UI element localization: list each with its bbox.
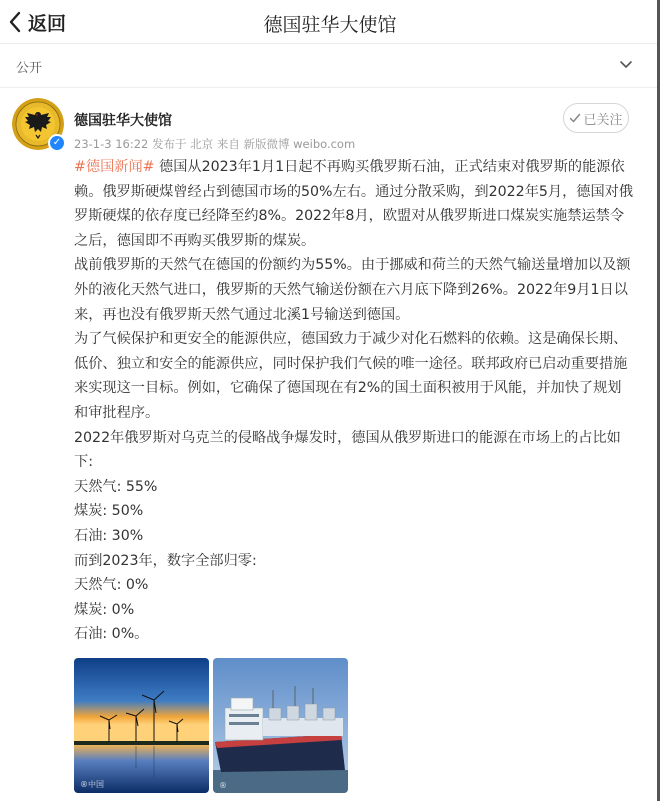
post-line: 天然气: 0%	[74, 577, 149, 594]
post-paragraph: 战前俄罗斯的天然气在德国的份额约为55%。由于挪威和荷兰的天然气输送量增加以及额外的液化天然气进口，俄罗斯的天然气输送份额在六月底下降到26%。2022年9月1日以来，再也没有俄罗斯天然气通过北溪1号输送到德国。	[74, 257, 631, 323]
post-meta: 23-1-3 16:22 发布于 北京 来自 新版微博 weibo.com	[74, 137, 356, 151]
visibility-selector[interactable]	[0, 44, 657, 88]
chevron-down-icon	[619, 58, 633, 72]
verified-badge-icon: ✓	[48, 134, 66, 152]
hashtag-link[interactable]: #德国新闻#	[74, 159, 155, 175]
post-line: 而到2023年，数字全部归零:	[74, 552, 257, 569]
follow-label: 已关注	[583, 112, 623, 128]
post-line: 煤炭: 50%	[74, 503, 144, 520]
visibility-label: 公开	[16, 61, 43, 76]
wind-turbines-sunset-photo	[74, 658, 209, 793]
photo-watermark: ®	[219, 781, 227, 790]
post-line: 煤炭: 0%	[74, 601, 135, 618]
back-button[interactable]	[8, 7, 66, 37]
post-author-name[interactable]: 德国驻华大使馆	[74, 113, 172, 129]
post-content	[74, 155, 634, 647]
post-line: 石油: 0%。	[74, 626, 149, 643]
check-icon	[569, 112, 581, 124]
page-title: 德国驻华大使馆	[263, 14, 397, 36]
photo-thumbnail-1[interactable]	[74, 658, 209, 793]
post-line: 石油: 30%	[74, 527, 144, 544]
post-line: 天然气: 55%	[74, 478, 158, 495]
post-paragraph: 2022年俄罗斯对乌克兰的侵略战争爆发时，德国从俄罗斯进口的能源在市场上的占比如下:	[74, 429, 621, 471]
back-label: 返回	[28, 12, 67, 35]
chevron-left-icon	[8, 11, 22, 33]
avatar[interactable]	[12, 98, 64, 150]
post-photos	[74, 658, 354, 793]
follow-button[interactable]	[563, 103, 629, 133]
weibo-post	[0, 88, 657, 801]
top-bar	[0, 0, 660, 44]
lng-tanker-ship-photo	[213, 658, 348, 793]
photo-watermark: ®中国	[80, 780, 104, 789]
post-paragraph: #德国新闻# 德国从2023年1月1日起不再购买俄罗斯石油，正式结束对俄罗斯的能源依赖。俄罗斯硬煤曾经占到德国市场的50%左右。通过分散采购，到2022年5月，德国对俄罗斯硬煤的依存度已经降至约8%。2022年8月，欧盟对从俄罗斯进口煤炭实施禁运禁令之后，德国即不再购买俄罗斯的煤炭。	[74, 159, 634, 249]
post-paragraph: 为了气候保护和更安全的能源供应，德国致力于减少对化石燃料的依赖。这是确保长期、低价、独立和安全的能源供应，同时保护我们气候的唯一途径。联邦政府已启动重要措施来实现这一目标。例如，它确保了德国现在有2%的国土面积被用于风能，并加快了规划和审批程序。	[74, 331, 628, 421]
photo-thumbnail-2[interactable]	[213, 658, 348, 793]
